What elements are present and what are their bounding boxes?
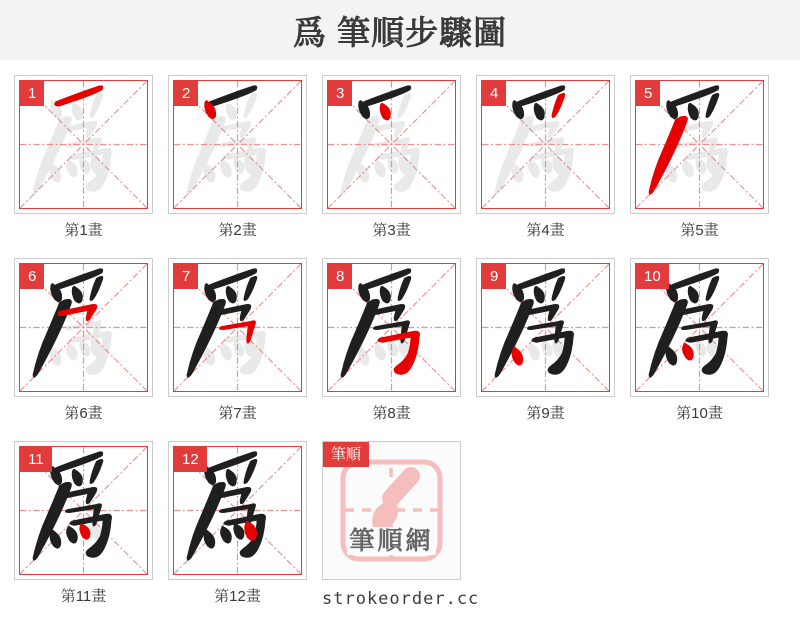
stroke-label: 第2畫 xyxy=(218,222,257,239)
stroke-number-badge: 7 xyxy=(174,264,198,289)
stroke-cell xyxy=(168,441,307,609)
stroke-diagram xyxy=(481,80,610,209)
stroke-step-grid xyxy=(14,60,800,609)
stroke-label: 第5畫 xyxy=(680,222,719,239)
stroke-cell xyxy=(14,441,153,609)
stroke-diagram xyxy=(173,263,302,392)
logo-box xyxy=(322,441,461,580)
stroke-label: 第4畫 xyxy=(526,222,565,239)
page-title: 爲 筆順步驟圖 xyxy=(292,13,508,51)
stroke-diagram xyxy=(173,80,302,209)
stroke-diagram xyxy=(327,80,456,209)
stroke-label: 第1畫 xyxy=(64,222,103,239)
stroke-label: 第8畫 xyxy=(372,405,411,422)
stroke-number-badge: 6 xyxy=(20,264,44,289)
stroke-cell xyxy=(168,75,307,238)
stroke-number-badge: 11 xyxy=(20,447,52,472)
stroke-number-badge: 4 xyxy=(482,81,506,106)
stroke-cell-box xyxy=(14,441,153,580)
stroke-number-badge: 8 xyxy=(328,264,352,289)
stroke-cell-box xyxy=(168,75,307,214)
logo-site-name: 筆順網 xyxy=(349,527,434,555)
stroke-number-badge: 5 xyxy=(636,81,660,106)
stroke-diagram xyxy=(635,263,764,392)
inked-strokes xyxy=(512,85,565,120)
stroke-label: 第12畫 xyxy=(214,588,261,605)
stroke-label: 第3畫 xyxy=(372,222,411,239)
stroke-cell-box xyxy=(630,258,769,397)
stroke-diagram xyxy=(635,80,764,209)
stroke-number-badge: 9 xyxy=(482,264,506,289)
stroke-number-badge: 12 xyxy=(174,447,207,472)
logo-badge: 筆順 xyxy=(323,442,369,467)
stroke-cell xyxy=(322,75,461,238)
page-header xyxy=(0,0,800,60)
stroke-label: 第7畫 xyxy=(218,405,257,422)
stroke-cell xyxy=(476,75,615,238)
stroke-label: 第6畫 xyxy=(64,405,103,422)
stroke-cell-box xyxy=(322,258,461,397)
stroke-cell xyxy=(476,258,615,421)
stroke-number-badge: 3 xyxy=(328,81,352,106)
stroke-cell-box xyxy=(14,258,153,397)
stroke-cell-box xyxy=(322,75,461,214)
inked-strokes xyxy=(341,268,420,377)
stroke-diagram xyxy=(327,263,456,392)
stroke-label: 第11畫 xyxy=(60,588,107,605)
stroke-cell-box xyxy=(476,75,615,214)
inked-strokes xyxy=(495,268,574,377)
stroke-cell-box xyxy=(168,441,307,580)
stroke-cell xyxy=(630,75,769,238)
stroke-diagram xyxy=(481,263,610,392)
stroke-cell-box xyxy=(476,258,615,397)
stroke-number-badge: 1 xyxy=(20,81,44,106)
stroke-diagram xyxy=(19,263,148,392)
logo-cell xyxy=(322,441,480,609)
stroke-label: 第9畫 xyxy=(526,405,565,422)
site-url-text: strokeorder.cc xyxy=(322,589,480,609)
stroke-label: 第10畫 xyxy=(676,405,723,422)
stroke-cell-box xyxy=(630,75,769,214)
stroke-cell-box xyxy=(14,75,153,214)
stroke-number-badge: 2 xyxy=(174,81,198,106)
stroke-cell xyxy=(14,258,153,421)
stroke-cell-box xyxy=(168,258,307,397)
stroke-diagram xyxy=(19,80,148,209)
stroke-cell xyxy=(14,75,153,238)
stroke-diagram xyxy=(19,446,148,575)
stroke-number-badge: 10 xyxy=(636,264,669,289)
stroke-cell xyxy=(630,258,769,421)
stroke-diagram xyxy=(173,446,302,575)
stroke-cell xyxy=(322,258,461,421)
stroke-cell xyxy=(168,258,307,421)
